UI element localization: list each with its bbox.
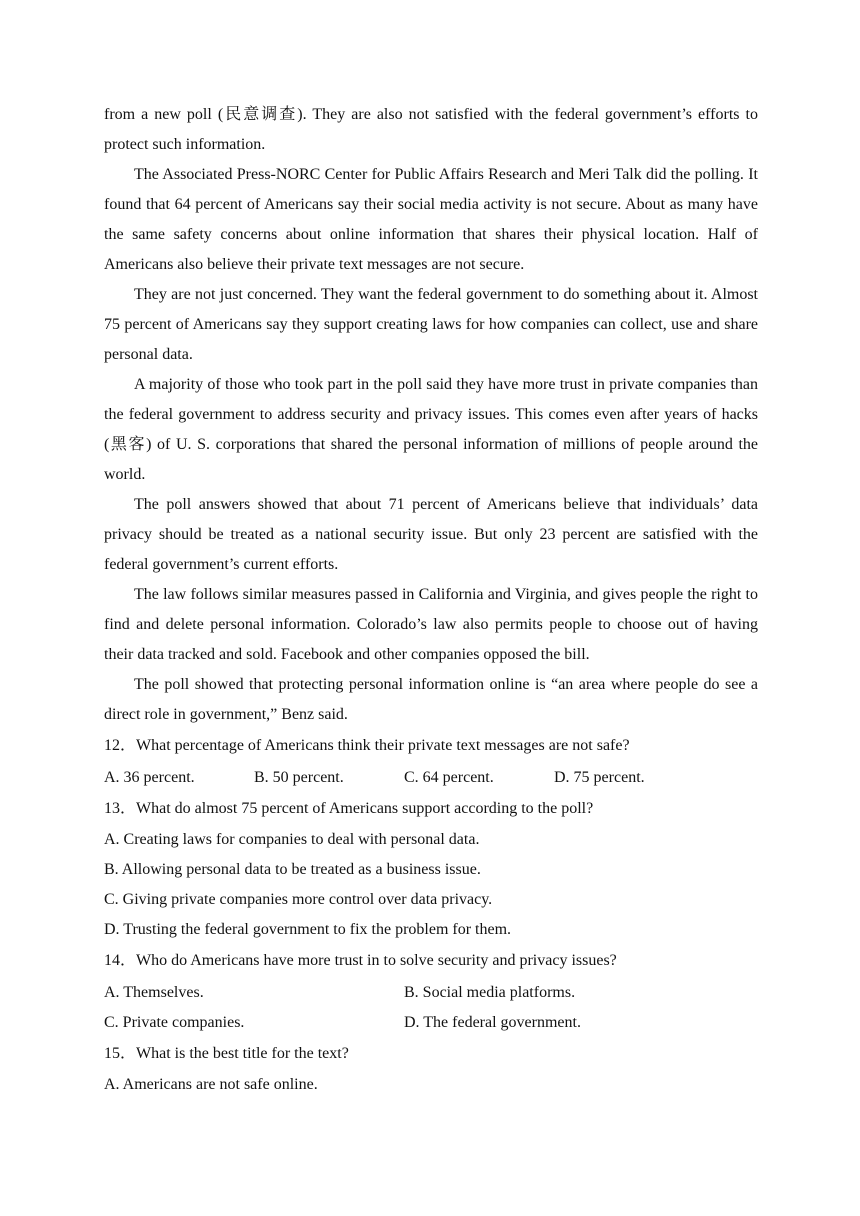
option-a: A. Creating laws for companies to deal with personal data. [104,830,480,848]
option-c: C. 64 percent. [404,768,494,786]
passage-paragraph: The poll answers showed that about 71 percent of Americans believe that individuals’ data privacy should be treated as a national security issue. But only 23 percent are satisfied with the federal government’s current efforts. [104,496,758,573]
question-15 [104,1038,758,1100]
option-c: C. Giving private companies more control over data privacy. [104,891,493,908]
option-b: B. Social media platforms. [404,983,576,1001]
question-12 [104,730,758,793]
option-a: A. 36 percent. [104,768,195,786]
options-row [104,1008,758,1038]
question-stem: 14．Who do Americans have more trust in to solve security and privacy issues? [104,952,617,969]
option-d: D. The federal government. [404,1014,581,1031]
document-page [104,100,758,1100]
question-stem: 15．What is the best title for the text? [104,1045,349,1062]
passage-paragraph: The Associated Press-NORC Center for Public Affairs Research and Meri Talk did the polling. It found that 64 percent of Americans say their social media activity is not secure. About as many have the same safety concerns about online information that shares their physical location. Half of Americans also believe their private text messages are not secure. [104,166,758,273]
options-row [104,762,758,794]
question-13 [104,793,758,945]
option-a: A. Americans are not safe online. [104,1075,318,1093]
passage-paragraph: A majority of those who took part in the poll said they have more trust in private companies than the federal government to address security and privacy issues. This comes even after years of hacks (黑客) of U. S. corporations that shared the personal information of millions of people around the world. [104,376,758,483]
question-stem: 12．What percentage of Americans think their private text messages are not safe? [104,737,630,754]
passage-paragraph: from a new poll (民意调查). They are also not satisfied with the federal government’s efforts to protect such information. [104,106,758,153]
passage-paragraph: The law follows similar measures passed in California and Virginia, and gives people the right to find and delete personal information. Colorado’s law also permits people to choose out of having their data tracked and sold. Facebook and other companies opposed the bill. [104,586,758,663]
option-c: C. Private companies. [104,1014,245,1031]
option-a: A. Themselves. [104,983,204,1001]
option-b: B. Allowing personal data to be treated as a business issue. [104,861,481,878]
option-b: B. 50 percent. [254,768,344,786]
option-d: D. Trusting the federal government to fix the problem for them. [104,921,512,938]
option-d: D. 75 percent. [554,768,645,786]
passage-paragraph: They are not just concerned. They want the federal government to do something about it. Almost 75 percent of Americans say they support creating laws for how companies can collect, use and share personal data. [104,286,758,363]
question-stem: 13．What do almost 75 percent of Americans support according to the poll? [104,800,594,817]
passage-paragraph: The poll showed that protecting personal information online is “an area where people do see a direct role in government,” Benz said. [104,676,758,723]
question-14 [104,945,758,1038]
options-row [104,977,758,1009]
